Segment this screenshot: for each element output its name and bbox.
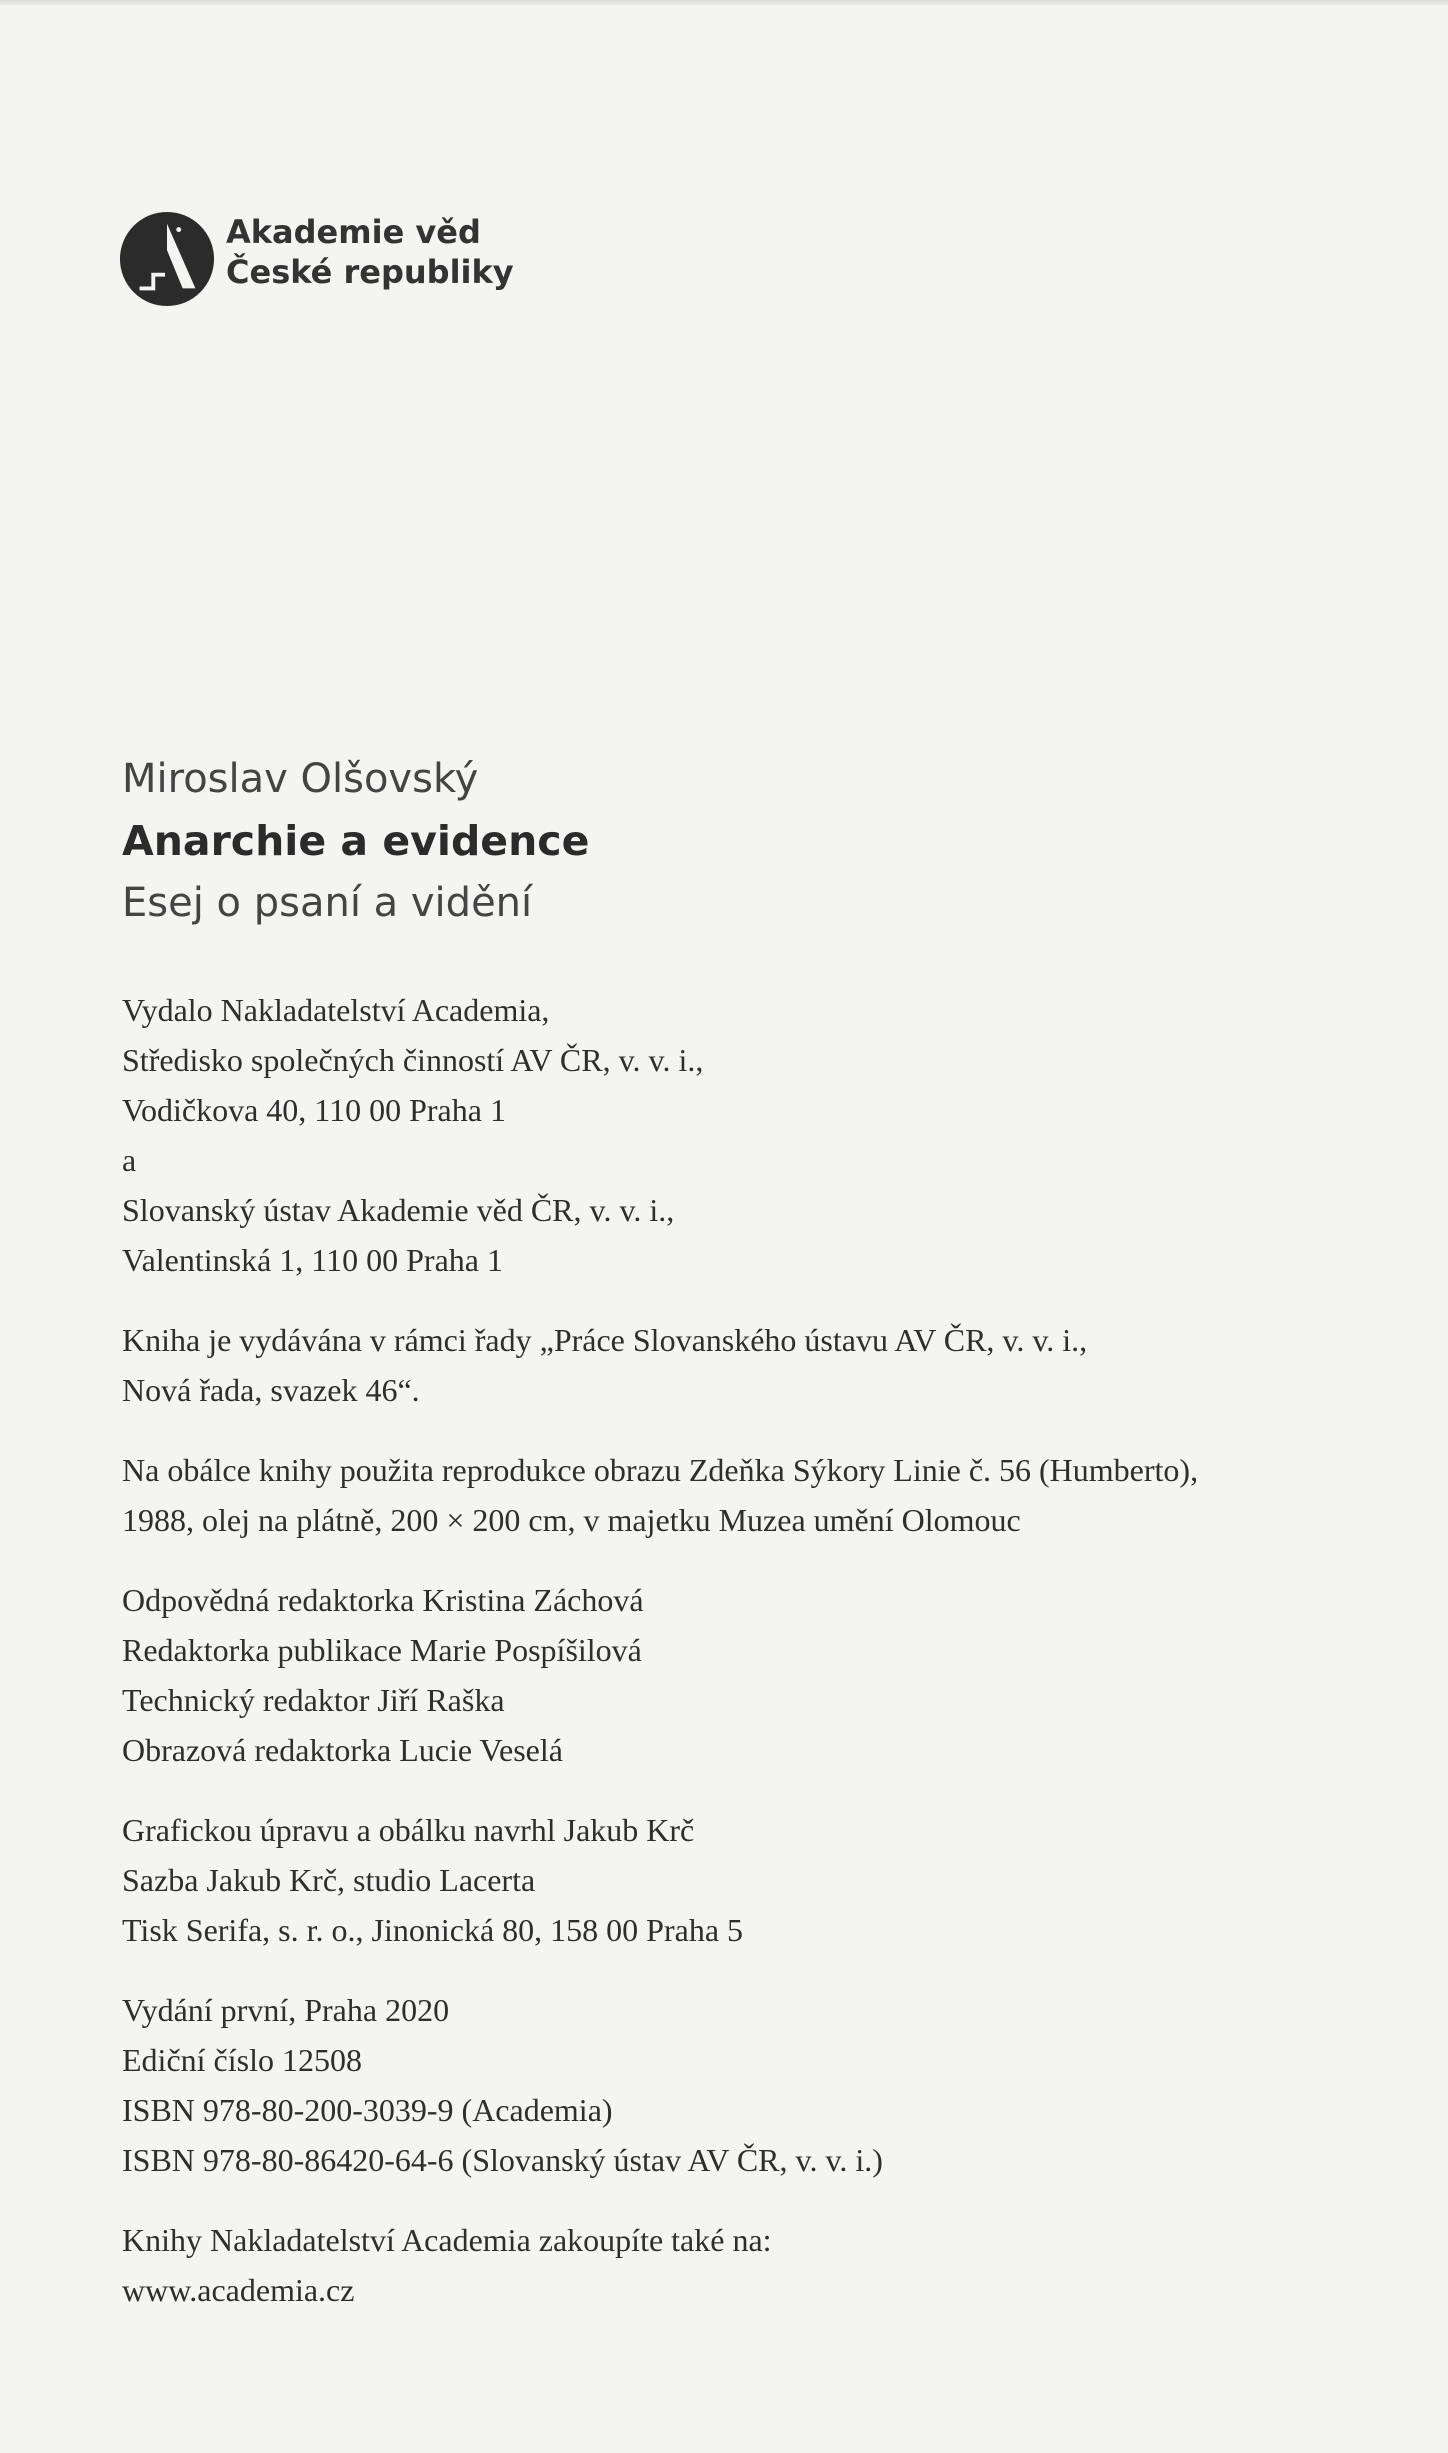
cover-info (122, 1445, 1412, 1545)
imprint-line: Vydání první, Praha 2020 (122, 1992, 450, 2028)
isbn-academia: ISBN 978-80-200-3039-9 (Academia) (122, 2092, 613, 2128)
logo-line-2: České republiky (226, 253, 514, 291)
edition-info (122, 1985, 1412, 2185)
isbn-slovansky-ustav: ISBN 978-80-86420-64-6 (Slovanský ústav AV ČR, v. v. i.) (122, 2142, 883, 2178)
logo-line-1: Akademie věd (226, 213, 481, 251)
imprint-line: Kniha je vydávána v rámci řady „Práce Slovanského ústavu AV ČR, v. v. i., (122, 1322, 1088, 1358)
imprint-line: Tisk Serifa, s. r. o., Jinonická 80, 158 00 Praha 5 (122, 1912, 744, 1948)
academy-logo-text (226, 212, 514, 292)
book-title: Anarchie a evidence (122, 817, 590, 865)
academy-logo-icon (118, 210, 216, 308)
title-block (122, 748, 589, 934)
imprint-line: Na obálce knihy použita reprodukce obrazu Zdeňka Sýkory Linie č. 56 (Humberto), (122, 1452, 1199, 1488)
book-author: Miroslav Olšovský (122, 756, 479, 802)
imprint-line: Vydalo Nakladatelství Academia, (122, 992, 550, 1028)
website-url: www.academia.cz (122, 2272, 355, 2308)
imprint-line: Sazba Jakub Krč, studio Lacerta (122, 1862, 536, 1898)
imprint-line: a (122, 1142, 137, 1178)
imprint-line: Valentinská 1, 110 00 Praha 1 (122, 1242, 503, 1278)
imprint-line: Slovanský ústav Akademie věd ČR, v. v. i., (122, 1192, 675, 1228)
imprint-line: Ediční číslo 12508 (122, 2042, 362, 2078)
imprint-line: Nová řada, svazek 46“. (122, 1372, 420, 1408)
imprint-line: Obrazová redaktorka Lucie Veselá (122, 1732, 563, 1768)
imprint-line: Vodičkova 40, 110 00 Praha 1 (122, 1092, 506, 1128)
editors-info (122, 1575, 1412, 1775)
imprint-line: Redaktorka publikace Marie Pospíšilová (122, 1632, 642, 1668)
imprint-line: Středisko společných činností AV ČR, v. v. i., (122, 1042, 704, 1078)
academy-logo (118, 210, 514, 308)
imprint (122, 985, 1412, 2345)
book-subtitle: Esej o psaní a vidění (122, 880, 533, 926)
imprint-line: 1988, olej na plátně, 200 × 200 cm, v majetku Muzea umění Olomouc (122, 1502, 1021, 1538)
imprint-line: Technický redaktor Jiří Raška (122, 1682, 505, 1718)
series-info (122, 1315, 1412, 1415)
design-info (122, 1805, 1412, 1955)
imprint-line: Grafickou úpravu a obálku navrhl Jakub Krč (122, 1812, 695, 1848)
publisher-info (122, 985, 1412, 1285)
imprint-line: Knihy Nakladatelství Academia zakoupíte také na: (122, 2222, 772, 2258)
purchase-info (122, 2215, 1412, 2315)
page-top-edge (0, 0, 1448, 6)
imprint-line: Odpovědná redaktorka Kristina Záchová (122, 1582, 644, 1618)
